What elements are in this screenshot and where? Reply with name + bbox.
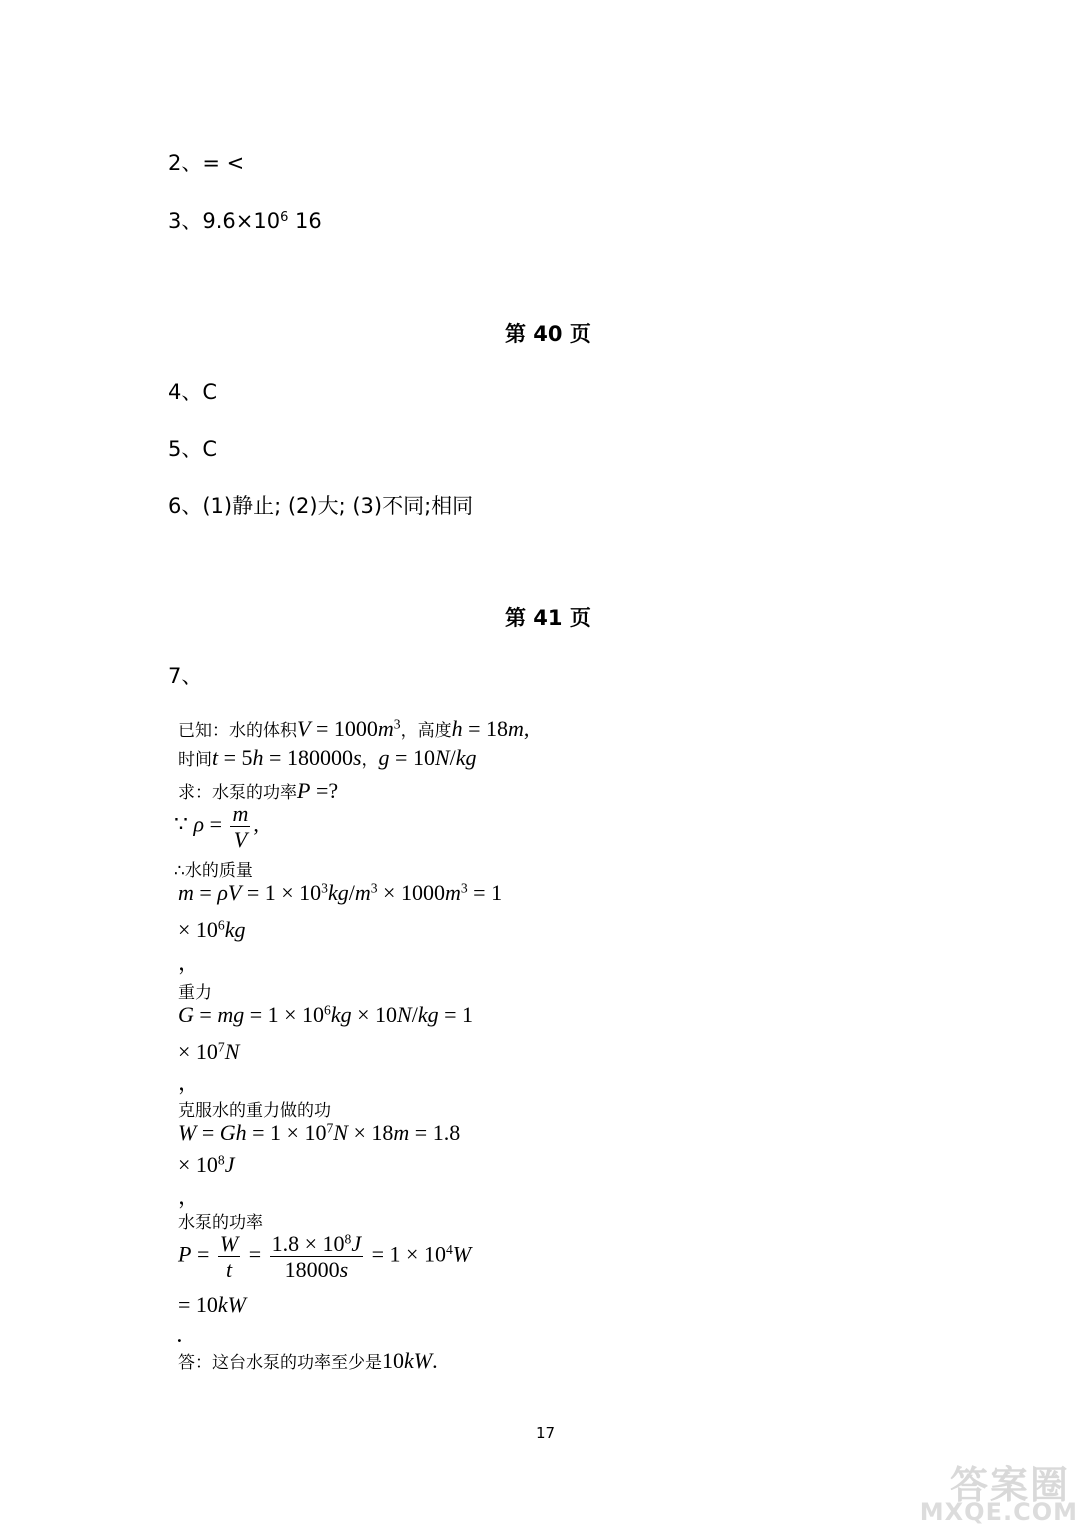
power-equation-line-2: = 10kW xyxy=(178,1292,247,1317)
answer-4: 4、C xyxy=(168,380,218,404)
work-label: 克服水的重力做的功 xyxy=(178,1101,331,1121)
gravity-equation-line-2: × $10^7N$ xyxy=(178,1039,240,1064)
gravity-label: 重力 xyxy=(178,983,212,1003)
comma-3: ， xyxy=(178,1184,201,1209)
section-heading-page-40: 第 40 页 xyxy=(505,322,591,346)
power-label: 水泵的功率 xyxy=(178,1213,263,1233)
power-equation-line-1: P = $\frac{W}{t}$ = $\frac{1.8 \times 10^8J}{18000s}$ = $1 \times 10^4W$ xyxy=(178,1231,472,1283)
page-number: 17 xyxy=(536,1424,556,1442)
mass-equation-line-1: $m = \rho V = 1 \times 10^3kg/m^3 \times 1000m^3 = 1$ xyxy=(178,880,503,905)
section-heading-page-41: 第 41 页 xyxy=(505,606,591,630)
answer-7: 7、 xyxy=(168,664,203,688)
answer-3-prefix: 3、9.6×10 xyxy=(168,209,281,233)
density-formula: ∵ ρ = $\frac{m}{V}$ , xyxy=(174,801,259,853)
known-label: 已知：水的体积 xyxy=(178,721,297,741)
solution-ask-line xyxy=(178,778,338,804)
final-answer-label: 答：这台水泵的功率至少是 xyxy=(178,1353,382,1373)
time-label: 时间 xyxy=(178,750,212,770)
answer-6: 6、(1)静止; (2)大; (3)不同;相同 xyxy=(168,494,474,518)
answer-2: 2、= < xyxy=(168,151,245,175)
time-separator: ， xyxy=(361,750,379,770)
mass-label: ∴水的质量 xyxy=(174,861,253,881)
work-equation-line-1: $W = Gh = 1 \times 10^7N \times 18m = 1.8$ xyxy=(178,1120,461,1145)
watermark-line-1: 答案圈 xyxy=(949,1463,1070,1507)
watermark-line-2: MXQE.COM xyxy=(919,1498,1078,1526)
answer-3 xyxy=(168,205,322,235)
mass-equation-line-2: × $10^6kg$ xyxy=(178,917,246,942)
comma-2: ， xyxy=(178,1070,201,1095)
known-height: h = 18m, xyxy=(451,716,530,741)
gravity-equation-line-1: G = mg = $1 \times 10^6kg \times 10N/kg = 1$ xyxy=(178,1002,474,1027)
g-expression: g = 10N/kg xyxy=(378,745,477,770)
ask-expression: P =? xyxy=(297,778,339,803)
answer-3-exponent: 6 xyxy=(280,209,289,225)
answer-3-suffix: 16 xyxy=(288,209,322,233)
comma-1: ， xyxy=(178,950,201,975)
ask-label: 求：水泵的功率 xyxy=(178,783,297,803)
final-answer-line xyxy=(178,1348,438,1374)
answer-5: 5、C xyxy=(168,437,218,461)
known-height-label: ，高度 xyxy=(400,721,452,741)
period: ． xyxy=(176,1322,199,1347)
time-expression: t = 5h = 180000s xyxy=(212,745,362,770)
final-answer-value: 10kW. xyxy=(382,1348,438,1373)
solution-known-line xyxy=(178,716,529,742)
solution-time-line xyxy=(178,745,477,771)
work-equation-line-2: × $10^8J$ xyxy=(178,1152,235,1177)
known-volume: $V = 1000m^3$ xyxy=(297,716,401,741)
watermark-logo xyxy=(904,1454,1084,1530)
